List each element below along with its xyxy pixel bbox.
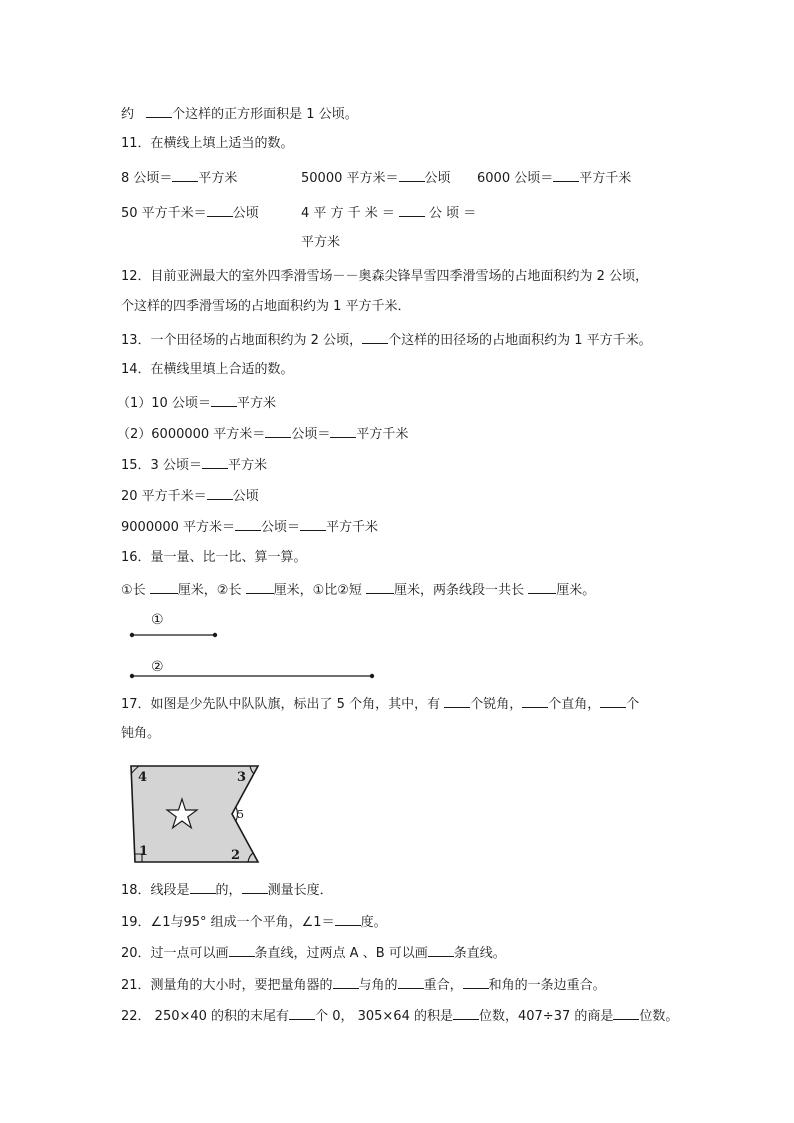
segment-2-endpoint (370, 674, 374, 678)
text: 50000 平方米＝ (301, 171, 399, 186)
answer-blank[interactable] (246, 580, 274, 594)
text: 平方米 (198, 171, 238, 186)
question-17-line1 (121, 694, 639, 714)
text: 条直线。 (453, 946, 506, 961)
answer-blank[interactable] (335, 912, 361, 926)
text-line (121, 104, 358, 124)
answer-blank[interactable] (150, 580, 178, 594)
answer-blank[interactable] (265, 424, 291, 438)
text: 13．一个田径场的占地面积约为 2 公顷， (121, 333, 363, 348)
answer-blank[interactable] (522, 694, 548, 708)
text: 和角的一条边重合。 (488, 978, 606, 993)
text: 厘米，两条线段一共长 (394, 583, 529, 598)
text: 测量长度． (267, 883, 333, 898)
question-20 (121, 943, 506, 963)
text: 21．测量角的大小时，要把量角器的 (121, 978, 333, 993)
text: 重合， (423, 978, 463, 993)
answer-blank[interactable] (453, 1006, 479, 1020)
text: 个锐角， (470, 697, 523, 712)
angle-label: 5 (237, 808, 244, 821)
text: 公顷 (232, 206, 259, 221)
answer-blank[interactable] (207, 486, 233, 500)
segment-2-label: ② (151, 659, 164, 675)
line-segments-figure (125, 608, 385, 683)
answer-blank[interactable] (398, 975, 424, 989)
question-22 (121, 1006, 678, 1026)
answer-blank[interactable] (146, 104, 172, 118)
question-11-title: 11．在横线上填上适当的数。 (121, 136, 294, 151)
squadron-flag-figure (126, 762, 262, 866)
text: 平方千米 (356, 427, 409, 442)
text: 22． 250×40 的积的末尾有 (121, 1009, 290, 1024)
text: 20．过一点可以画 (121, 946, 229, 961)
text: 50 平方千米＝ (121, 206, 207, 221)
text: 位数。 (639, 1009, 679, 1024)
question-16-title: 16．量一量、比一比、算一算。 (121, 550, 307, 565)
question-18 (121, 880, 333, 900)
text: （1）10 公顷＝ (117, 396, 211, 411)
text: 个 (626, 697, 640, 712)
text: 约 (121, 107, 135, 122)
answer-blank[interactable] (330, 424, 356, 438)
text: ①长 (121, 583, 150, 598)
text: 平方米 (236, 396, 276, 411)
text: （2）6000000 平方米＝ (117, 427, 266, 442)
answer-blank[interactable] (172, 168, 198, 182)
question-11-item (301, 168, 451, 188)
answer-blank[interactable] (366, 580, 394, 594)
answer-blank[interactable] (362, 330, 388, 344)
question-16-item (121, 580, 595, 600)
text: 个这样的正方形面积是 1 公顷。 (172, 107, 358, 122)
text: 平方千米 (326, 520, 379, 535)
text: 4 平 方 千 米 ＝ (301, 206, 395, 221)
answer-blank[interactable] (444, 694, 470, 708)
segment-1-label: ① (151, 612, 164, 628)
text: 厘米，②长 (177, 583, 246, 598)
question-11-item (121, 203, 259, 223)
question-12-line2: 个这样的四季滑雪场的占地面积约为 1 平方千米． (121, 299, 411, 314)
text: 厘米，①比②短 (273, 583, 367, 598)
answer-blank[interactable] (553, 168, 579, 182)
question-14-title: 14．在横线里填上合适的数。 (121, 362, 294, 377)
text: 平方米 (227, 458, 267, 473)
answer-blank[interactable] (229, 943, 255, 957)
answer-blank[interactable] (207, 203, 233, 217)
text: 9000000 平方米＝ (121, 520, 236, 535)
question-15-item (121, 517, 378, 537)
angle-label: 1 (139, 844, 149, 859)
text: 的， (215, 883, 242, 898)
angle-label: 4 (138, 770, 148, 785)
answer-blank[interactable] (463, 975, 489, 989)
answer-blank[interactable] (528, 580, 556, 594)
question-11-item-cont: 平方米 (301, 235, 341, 250)
answer-blank[interactable] (235, 517, 261, 531)
text: 个这样的田径场的占地面积约为 1 平方千米。 (388, 333, 652, 348)
answer-blank[interactable] (242, 880, 268, 894)
text: 公顷＝ (291, 427, 331, 442)
text: 位数，407÷37 的商是 (478, 1009, 614, 1024)
angle-label: 3 (237, 770, 247, 785)
answer-blank[interactable] (399, 168, 425, 182)
question-11-item (477, 168, 631, 188)
question-11-item (121, 168, 237, 188)
segment-1-endpoint (213, 633, 217, 637)
question-15-item (121, 455, 267, 475)
question-14-item (117, 393, 276, 413)
text: 18．线段是 (121, 883, 190, 898)
question-21 (121, 975, 606, 995)
answer-blank[interactable] (600, 694, 626, 708)
text: 度。 (360, 915, 387, 930)
question-14-item (117, 424, 408, 444)
answer-blank[interactable] (202, 455, 228, 469)
answer-blank[interactable] (613, 1006, 639, 1020)
text: 19．∠1与95° 组成一个平角，∠1＝ (121, 915, 335, 930)
text: 公顷＝ (261, 520, 301, 535)
text: 与角的 (358, 978, 398, 993)
text: 15．3 公顷＝ (121, 458, 202, 473)
text: 公 顷 ＝ (428, 206, 477, 221)
question-19 (121, 912, 387, 932)
answer-blank[interactable] (211, 393, 237, 407)
text: 20 平方千米＝ (121, 489, 207, 504)
text: 公顷 (232, 489, 259, 504)
question-13 (121, 330, 652, 350)
segment-1-endpoint (130, 633, 134, 637)
question-11-item (301, 203, 476, 223)
answer-blank[interactable] (289, 1006, 315, 1020)
text: 17．如图是少先队中队队旗，标出了 5 个角，其中，有 (121, 697, 445, 712)
answer-blank[interactable] (399, 203, 425, 217)
question-12-line1: 12．目前亚洲最大的室外四季滑雪场－－奥森尖锋旱雪四季滑雪场的占地面积约为 2 公顷， (121, 269, 649, 284)
text: 厘米。 (556, 583, 596, 598)
text: 平方千米 (579, 171, 632, 186)
answer-blank[interactable] (300, 517, 326, 531)
answer-blank[interactable] (190, 880, 216, 894)
answer-blank[interactable] (333, 975, 359, 989)
answer-blank[interactable] (428, 943, 454, 957)
angle-label: 2 (231, 848, 241, 863)
text: 条直线，过两点 A 、B 可以画 (254, 946, 428, 961)
text: 个直角， (548, 697, 601, 712)
question-17-line2: 钝角。 (121, 726, 161, 741)
segment-2-endpoint (130, 674, 134, 678)
text: 6000 公顷＝ (477, 171, 554, 186)
question-15-item (121, 486, 259, 506)
text: 8 公顷＝ (121, 171, 173, 186)
text: 个 0， 305×64 的积是 (315, 1009, 453, 1024)
text: 公顷 (424, 171, 451, 186)
